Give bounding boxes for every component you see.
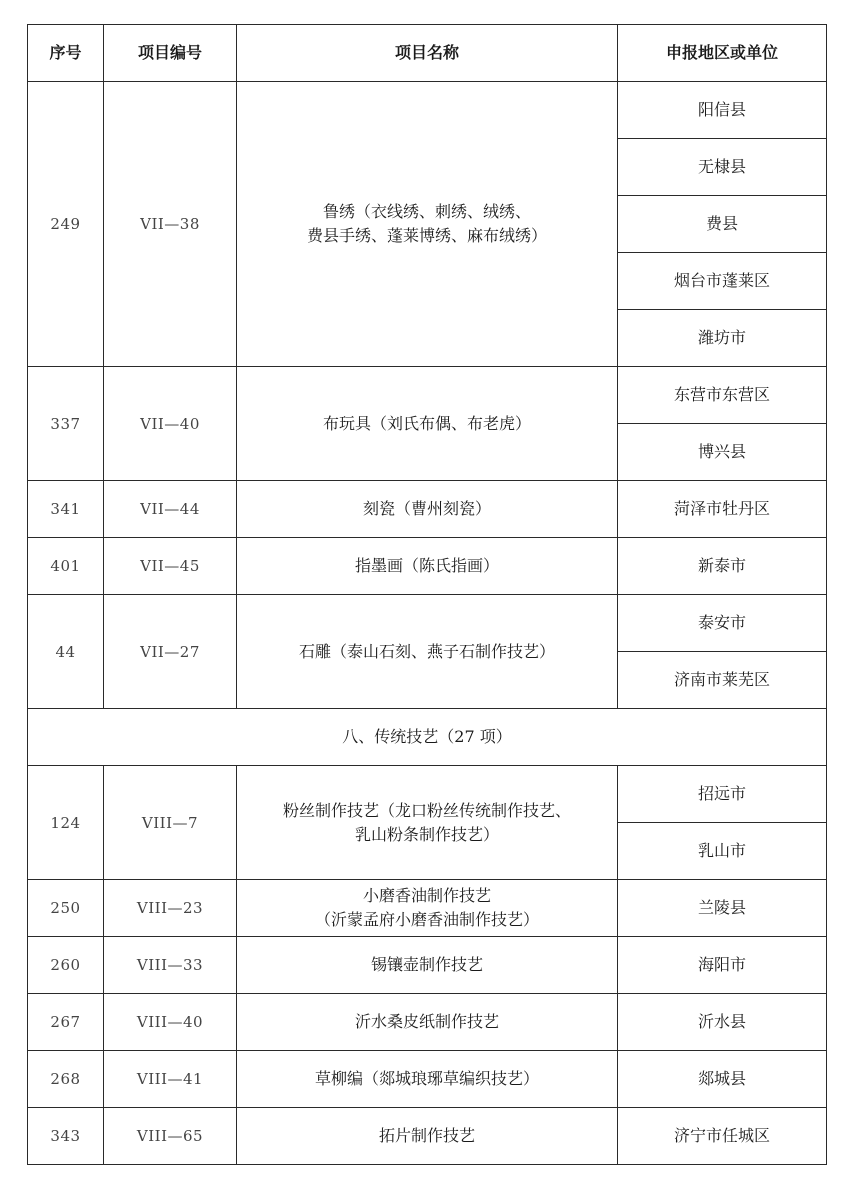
code-cell: VIII—41 <box>104 1051 237 1108</box>
table-row <box>28 595 827 652</box>
header-region: 申报地区或单位 <box>618 25 827 82</box>
code-cell: VII—38 <box>104 82 237 367</box>
seq-cell: 401 <box>28 538 104 595</box>
name-cell: 刻瓷（曹州刻瓷） <box>237 481 618 538</box>
region-cell: 潍坊市 <box>618 310 827 367</box>
seq-cell: 249 <box>28 82 104 367</box>
header-code: 项目编号 <box>104 25 237 82</box>
code-cell: VIII—23 <box>104 880 237 937</box>
region-cell: 济南市莱芜区 <box>618 652 827 709</box>
seq-cell: 260 <box>28 937 104 994</box>
name-cell: 锡镶壶制作技艺 <box>237 937 618 994</box>
table-row <box>28 766 827 823</box>
region-cell: 东营市东营区 <box>618 367 827 424</box>
region-cell: 乳山市 <box>618 823 827 880</box>
name-cell: 布玩具（刘氏布偶、布老虎） <box>237 367 618 481</box>
heritage-table <box>27 24 827 1165</box>
region-cell: 烟台市蓬莱区 <box>618 253 827 310</box>
table-row <box>28 994 827 1051</box>
code-cell: VII—45 <box>104 538 237 595</box>
table-row <box>28 1051 827 1108</box>
name-line: 粉丝制作技艺（龙口粉丝传统制作技艺、 <box>282 800 571 820</box>
header-row <box>28 25 827 82</box>
code-cell: VIII—7 <box>104 766 237 880</box>
region-cell: 博兴县 <box>618 424 827 481</box>
table-row <box>28 481 827 538</box>
code-cell: VII—40 <box>104 367 237 481</box>
region-cell: 费县 <box>618 196 827 253</box>
name-line: 乳山粉条制作技艺） <box>354 824 499 844</box>
region-cell: 兰陵县 <box>618 880 827 937</box>
region-cell: 泰安市 <box>618 595 827 652</box>
code-cell: VIII—40 <box>104 994 237 1051</box>
code-cell: VIII—33 <box>104 937 237 994</box>
seq-cell: 341 <box>28 481 104 538</box>
seq-cell: 268 <box>28 1051 104 1108</box>
name-cell <box>237 880 618 937</box>
seq-cell: 250 <box>28 880 104 937</box>
region-cell: 无棣县 <box>618 139 827 196</box>
region-cell: 新泰市 <box>618 538 827 595</box>
region-cell: 阳信县 <box>618 82 827 139</box>
header-seq: 序号 <box>28 25 104 82</box>
region-cell: 菏泽市牡丹区 <box>618 481 827 538</box>
code-cell: VII—27 <box>104 595 237 709</box>
region-cell: 招远市 <box>618 766 827 823</box>
region-cell: 郯城县 <box>618 1051 827 1108</box>
table-row <box>28 880 827 937</box>
name-cell: 指墨画（陈氏指画） <box>237 538 618 595</box>
name-cell <box>237 82 618 367</box>
region-cell: 沂水县 <box>618 994 827 1051</box>
table-row <box>28 82 827 139</box>
seq-cell: 44 <box>28 595 104 709</box>
name-cell: 沂水桑皮纸制作技艺 <box>237 994 618 1051</box>
seq-cell: 337 <box>28 367 104 481</box>
code-cell: VIII—65 <box>104 1108 237 1165</box>
code-cell: VII—44 <box>104 481 237 538</box>
name-line: 费县手绣、蓬莱博绣、麻布绒绣） <box>306 226 547 245</box>
name-cell: 石雕（泰山石刻、燕子石制作技艺） <box>237 595 618 709</box>
table-row <box>28 538 827 595</box>
name-line: （沂蒙孟府小磨香油制作技艺） <box>314 910 539 929</box>
table-row <box>28 937 827 994</box>
name-cell <box>237 766 618 880</box>
name-line: 鲁绣（衣线绣、刺绣、绒绣、 <box>322 202 531 221</box>
name-line: 小磨香油制作技艺 <box>362 886 491 905</box>
header-name: 项目名称 <box>237 25 618 82</box>
name-cell: 草柳编（郯城琅琊草编织技艺） <box>237 1051 618 1108</box>
table-row <box>28 1108 827 1165</box>
seq-cell: 267 <box>28 994 104 1051</box>
section-title: 八、传统技艺（27 项） <box>28 709 827 766</box>
seq-cell: 124 <box>28 766 104 880</box>
region-cell: 海阳市 <box>618 937 827 994</box>
region-cell: 济宁市任城区 <box>618 1108 827 1165</box>
table-row <box>28 367 827 424</box>
seq-cell: 343 <box>28 1108 104 1165</box>
section-row <box>28 709 827 766</box>
name-cell: 拓片制作技艺 <box>237 1108 618 1165</box>
